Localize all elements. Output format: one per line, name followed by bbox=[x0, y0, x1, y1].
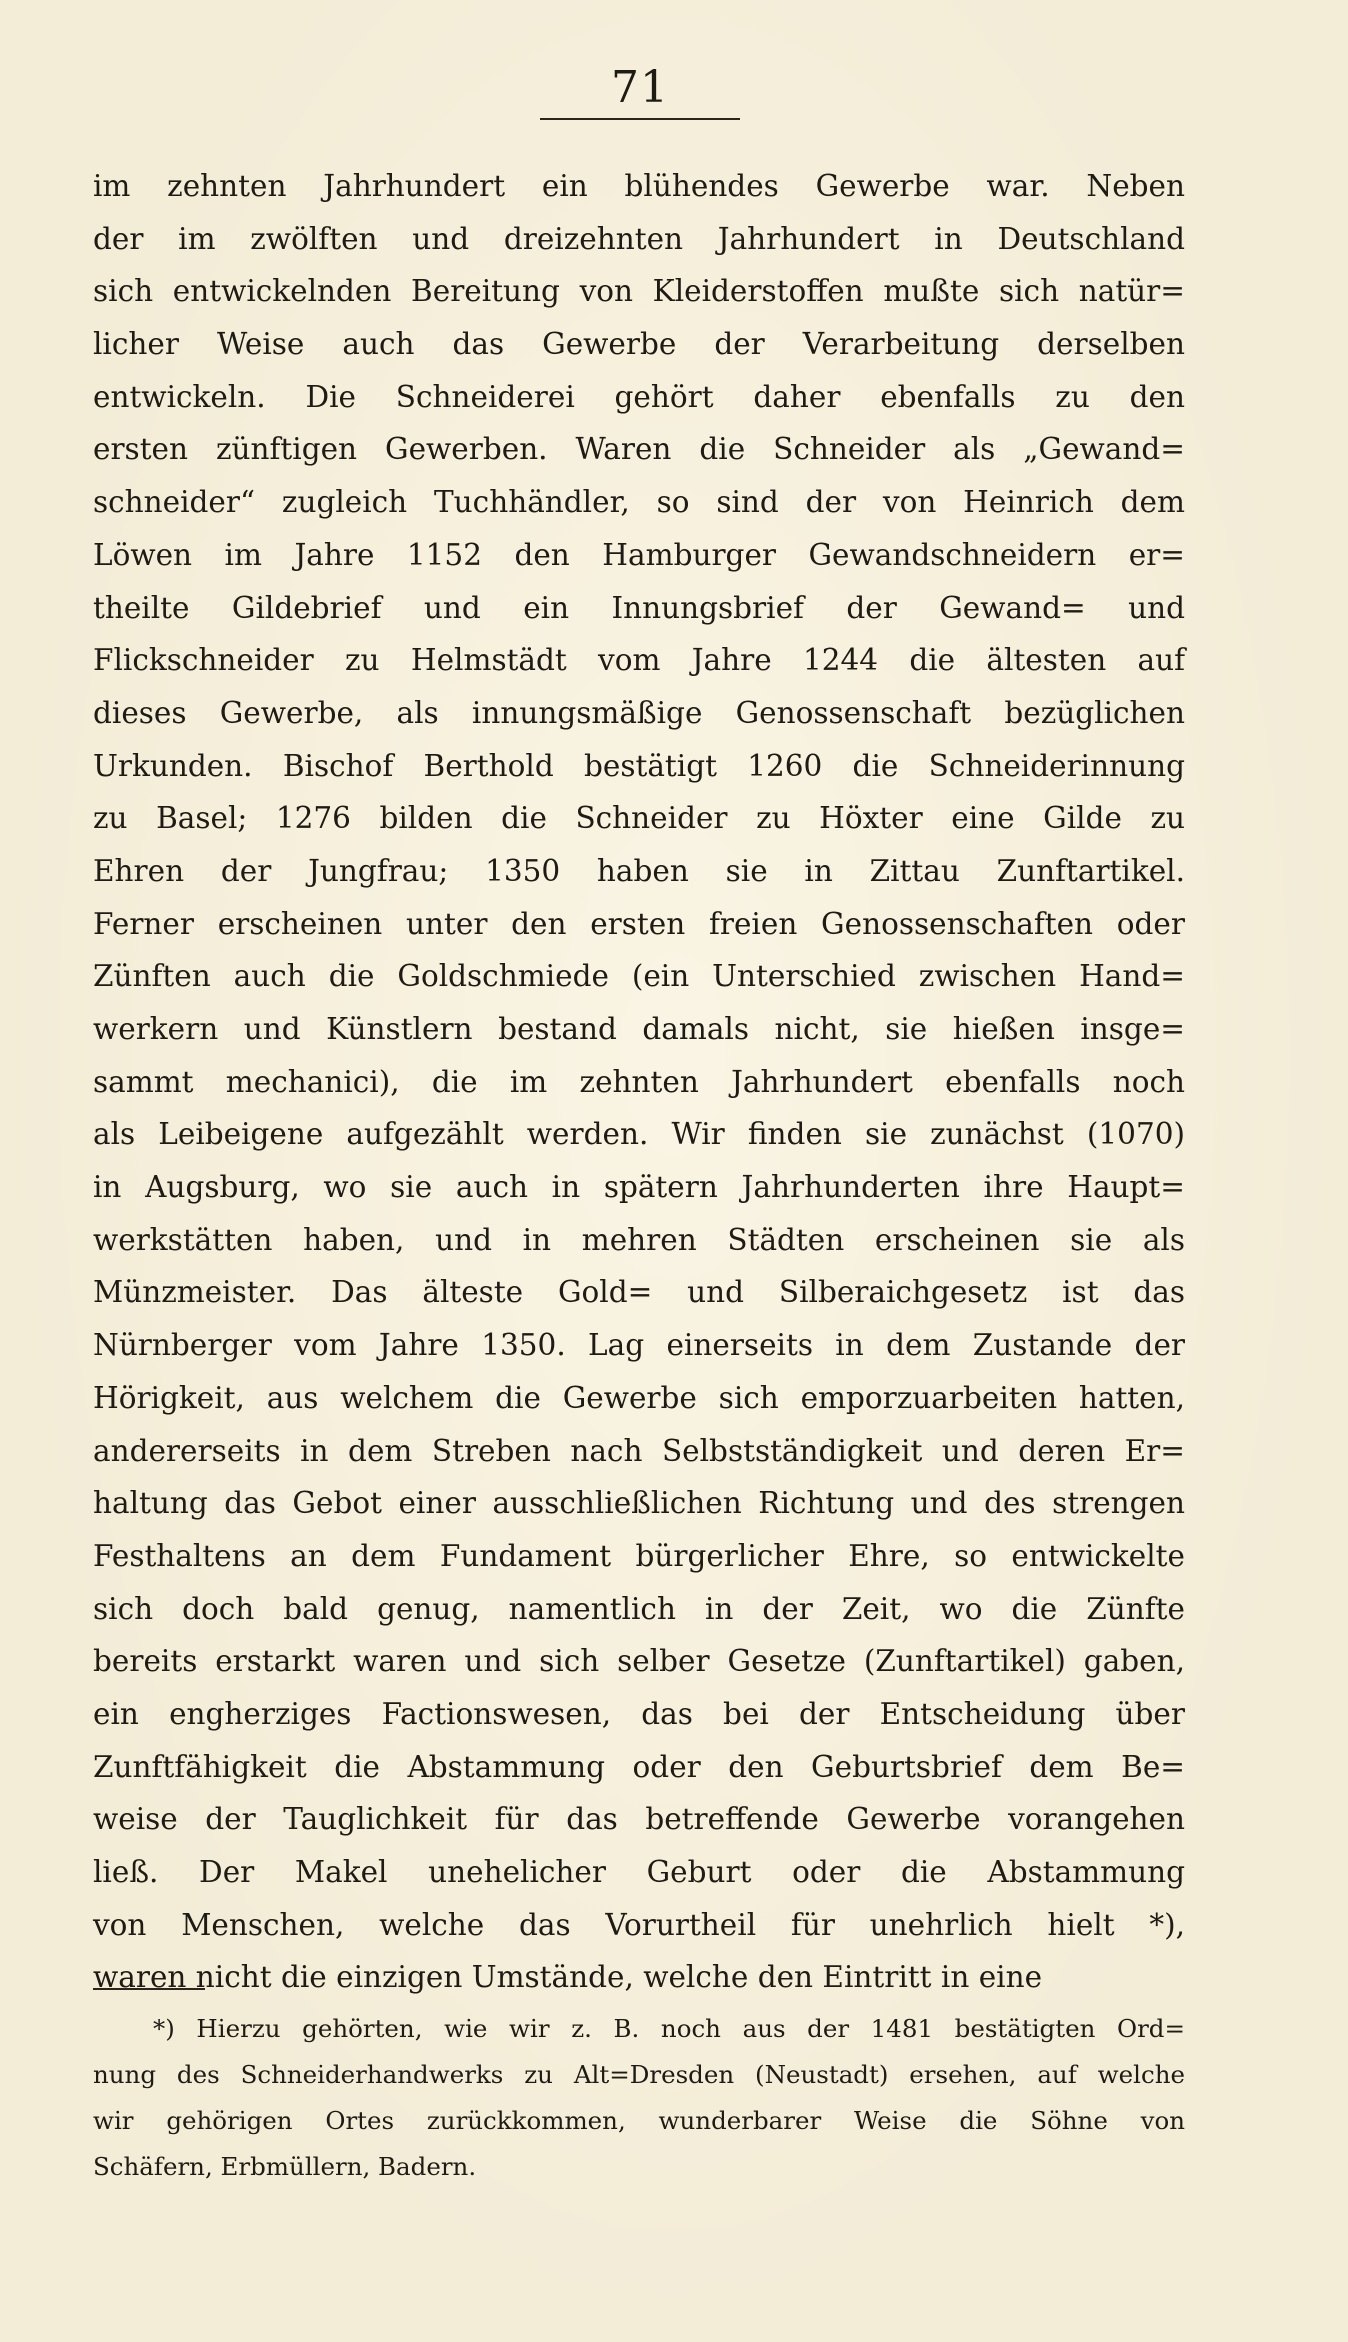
text-line: in Augsburg, wo sie auch in spätern Jahrhunderten ihre Haupt= bbox=[93, 1170, 1185, 1205]
text-line: ersten zünftigen Gewerben. Waren die Schneider als „Gewand= bbox=[93, 432, 1185, 467]
text-line: Festhaltens an dem Fundament bürgerlicher Ehre, so entwickelte bbox=[93, 1538, 1185, 1573]
text-line: Zünften auch die Goldschmiede (ein Unterschied zwischen Hand= bbox=[93, 959, 1185, 994]
text-line: zu Basel; 1276 bilden die Schneider zu Höxter eine Gilde zu bbox=[93, 801, 1185, 836]
text-line: Ehren der Jungfrau; 1350 haben sie in Zittau Zunftartikel. bbox=[93, 853, 1185, 888]
text-line: theilte Gildebrief und ein Innungsbrief der Gewand= und bbox=[93, 590, 1185, 625]
text-line: von Menschen, welche das Vorurtheil für unehrlich hielt *), bbox=[93, 1907, 1185, 1942]
text-line: Urkunden. Bischof Berthold bestätigt 1260 die Schneiderinnung bbox=[93, 748, 1185, 783]
text-line: als Leibeigene aufgezählt werden. Wir finden sie zunächst (1070) bbox=[93, 1117, 1185, 1152]
text-line: sich entwickelnden Bereitung von Kleiderstoffen mußte sich natür= bbox=[93, 274, 1185, 309]
footnote-line: nung des Schneiderhandwerks zu Alt=Dresden (Neustadt) ersehen, auf welche bbox=[93, 2060, 1185, 2089]
page-number: 71 bbox=[611, 62, 669, 113]
text-line: im zehnten Jahrhundert ein blühendes Gewerbe war. Neben bbox=[93, 169, 1185, 203]
text-line: ließ. Der Makel unehelicher Geburt oder die Abstammung bbox=[93, 1855, 1185, 1889]
body-text bbox=[93, 160, 1185, 2004]
footnote-line: wir gehörigen Ortes zurückkommen, wunderbarer Weise die Söhne von bbox=[93, 2106, 1185, 2135]
text-line: waren nicht die einzigen Umstände, welche den Eintritt in eine bbox=[93, 1960, 1043, 1995]
footnote-line: *) Hierzu gehörten, wie wir z. B. noch aus der 1481 bestätigten Ord= bbox=[153, 2014, 1185, 2043]
text-line: ein engherziges Factionswesen, das bei der Entscheidung über bbox=[93, 1696, 1185, 1731]
text-line: werkern und Künstlern bestand damals nicht, sie hießen insge= bbox=[93, 1012, 1185, 1046]
text-line: Flickschneider zu Helmstädt vom Jahre 1244 die ältesten auf bbox=[93, 643, 1185, 678]
footnote-line: Schäfern, Erbmüllern, Badern. bbox=[93, 2152, 477, 2181]
text-line: entwickeln. Die Schneiderei gehört daher ebenfalls zu den bbox=[93, 379, 1185, 414]
text-line: andererseits in dem Streben nach Selbstständigkeit und deren Er= bbox=[93, 1433, 1185, 1468]
text-line: Löwen im Jahre 1152 den Hamburger Gewandschneidern er= bbox=[93, 537, 1185, 572]
text-line: bereits erstarkt waren und sich selber Gesetze (Zunftartikel) gaben, bbox=[93, 1644, 1185, 1679]
footnote-rule bbox=[93, 1988, 205, 1990]
text-line: Zunftfähigkeit die Abstammung oder den Geburtsbrief dem Be= bbox=[93, 1749, 1185, 1784]
text-line: schneider“ zugleich Tuchhändler, so sind der von Heinrich dem bbox=[93, 485, 1185, 520]
text-line: haltung das Gebot einer ausschließlichen Richtung und des strengen bbox=[93, 1486, 1185, 1521]
text-line: Ferner erscheinen unter den ersten freien Genossenschaften oder bbox=[93, 906, 1185, 941]
text-line: weise der Tauglichkeit für das betreffende Gewerbe vorangehen bbox=[93, 1802, 1185, 1837]
text-line: licher Weise auch das Gewerbe der Verarbeitung derselben bbox=[93, 327, 1185, 362]
text-line: werkstätten haben, und in mehren Städten erscheinen sie als bbox=[93, 1222, 1185, 1257]
text-line: dieses Gewerbe, als innungsmäßige Genossenschaft bezüglichen bbox=[93, 695, 1185, 730]
text-line: Münzmeister. Das älteste Gold= und Silberaichgesetz ist das bbox=[93, 1275, 1185, 1310]
text-line: sammt mechanici), die im zehnten Jahrhundert ebenfalls noch bbox=[93, 1064, 1185, 1099]
text-line: Nürnberger vom Jahre 1350. Lag einerseits in dem Zustande der bbox=[93, 1328, 1185, 1363]
text-line: Hörigkeit, aus welchem die Gewerbe sich emporzuarbeiten hatten, bbox=[93, 1380, 1185, 1415]
text-line: der im zwölften und dreizehnten Jahrhundert in Deutschland bbox=[93, 221, 1185, 256]
header-rule bbox=[540, 118, 740, 120]
footnote bbox=[93, 2006, 1185, 2190]
text-line: sich doch bald genug, namentlich in der Zeit, wo die Zünfte bbox=[93, 1591, 1185, 1626]
